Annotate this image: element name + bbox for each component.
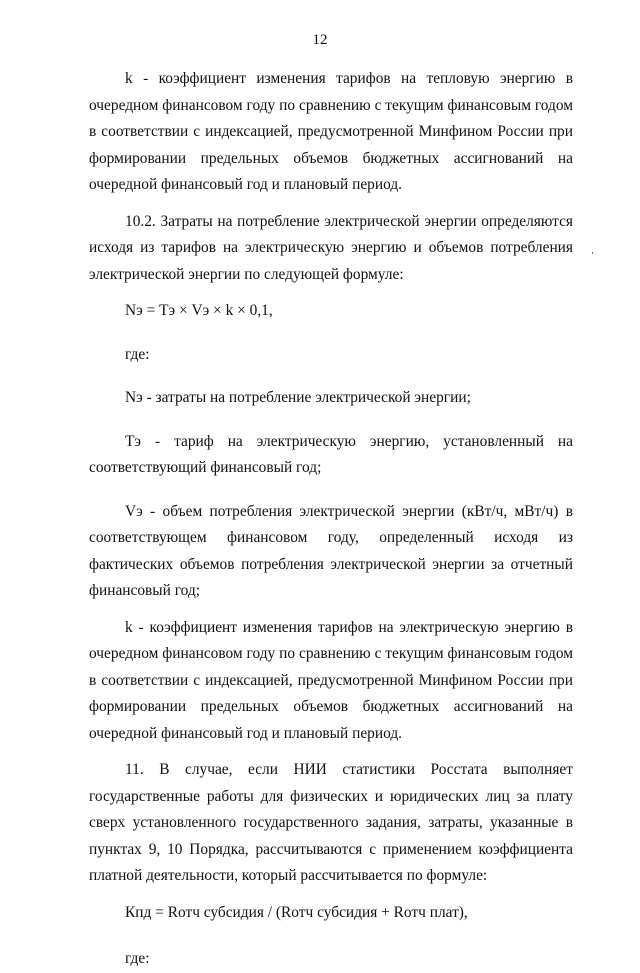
paragraph-where-2: где: [125, 950, 150, 967]
paragraph-ve-definition: Vэ - объем потребления электрической энергии (кВт/ч, мВт/ч) в соответствующем финансовом году, определенный исходя из фактических объемов потребления электрической энергии за отчетный финансовый год; [89, 502, 573, 599]
document-body [89, 66, 573, 973]
paragraph-11-paid-activity: 11. В случае, если НИИ статистики Росстата выполняет государственные работы для физических и юридических лиц за плату сверх установленного государственного задания, затраты, указанные в пунктах 9, 10 Порядка, рассчитываются с применением коэффициента платной деятельности, который рассчитывается по формуле: [89, 761, 573, 884]
formula-electricity: Nэ = Тэ × Vэ × k × 0,1, [125, 302, 273, 319]
paragraph-where-1: где: [125, 345, 150, 363]
paragraph-te-definition: Тэ - тариф на электрическую энергию, установленный на соответствующий финансовый год; [89, 432, 573, 476]
paragraph-k-heat-coefficient: k - коэффициент изменения тарифов на тепловую энергию в очередном финансовом году по сравнению с текущим финансовым годом в соответствии с индексацией, предусмотренной Минфином России при формировании предельных объемов бюджетных ассигнований на очередной финансовый год и плановый период. [89, 70, 573, 193]
scan-speck [592, 252, 593, 254]
paragraph-10-2-electricity-costs: 10.2. Затраты на потребление электрической энергии определяются исходя из тарифов на электрическую энергию и объемов потребления электрической энергии по следующей формуле: [89, 212, 573, 283]
formula-paid-activity: Кпд = Rотч субсидия / (Rотч субсидия + Rотч плат), [125, 903, 468, 921]
paragraph-ne-definition: Nэ - затраты на потребление электрической энергии; [125, 389, 471, 406]
page-number: 12 [312, 32, 328, 48]
paragraph-k-electricity-coefficient: k - коэффициент изменения тарифов на электрическую энергию в очередном финансовом году по сравнению с текущим финансовым годом в соответствии с индексацией, предусмотренной Минфином России при формировании предельных объемов бюджетных ассигнований на очередной финансовый год и плановый период. [89, 618, 573, 742]
